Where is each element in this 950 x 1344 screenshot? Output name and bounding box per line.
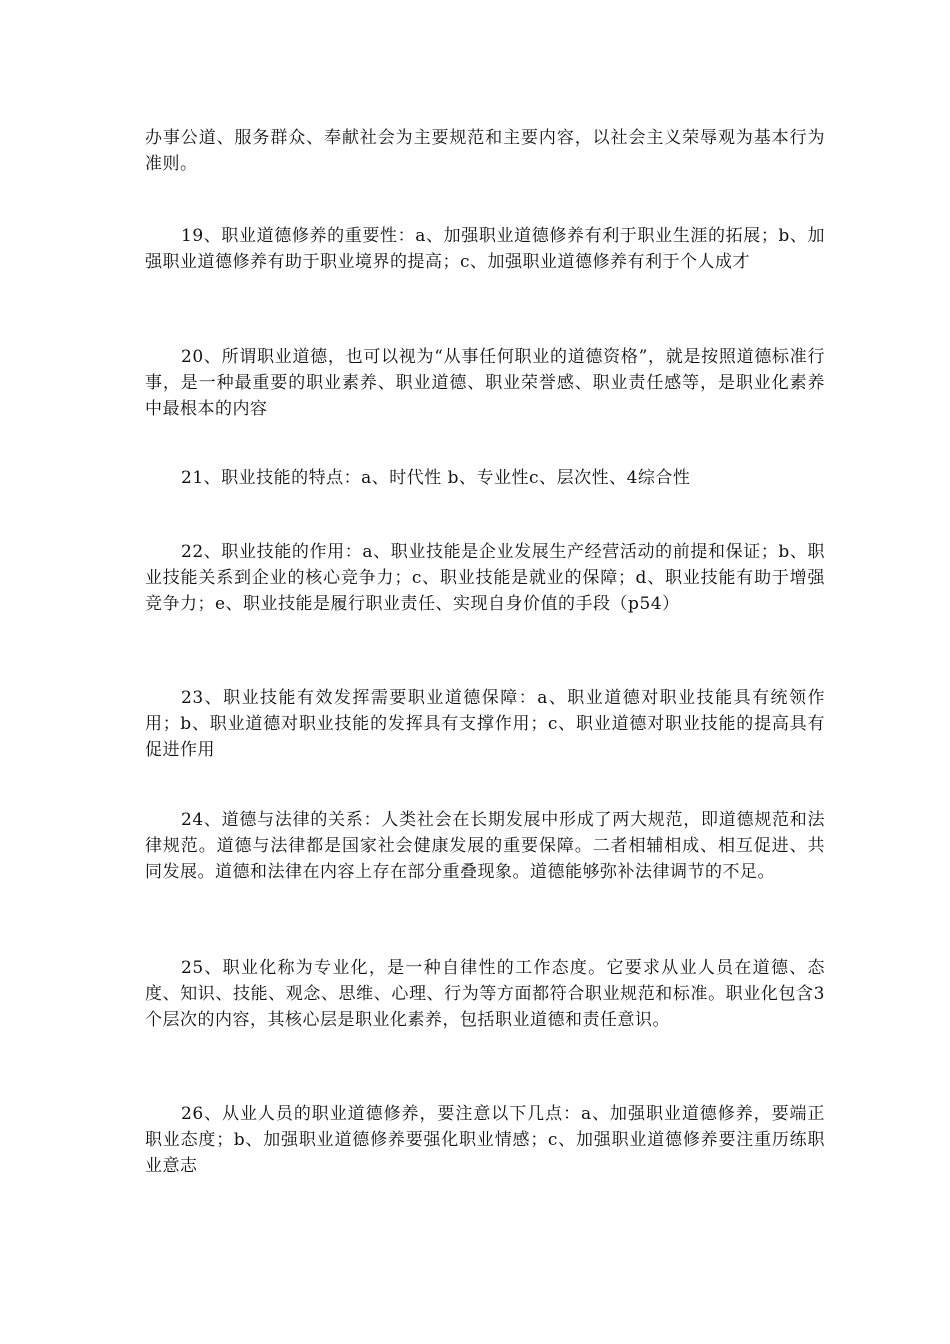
paragraph-item-22: 22、职业技能的作用：a、职业技能是企业发展生产经营活动的前提和保证；b、职业技能关系到企业的核心竞争力；c、职业技能是就业的保障；d、职业技能有助于增强竞争力；e、职业技能是履行职业责任、实现自身价值的手段（p54） [145,542,825,614]
paragraph-item-26: 26、从业人员的职业道德修养，要注意以下几点：a、加强职业道德修养，要端正职业态度；b、加强职业道德修养要强化职业情感；c、加强职业道德修养要注重历练职业意志 [145,1104,825,1176]
paragraph-item-21: 21、职业技能的特点：a、时代性 b、专业性c、层次性、4综合性 [181,468,691,488]
paragraph-continued-18: 办事公道、服务群众、奉献社会为主要规范和主要内容，以社会主义荣辱观为基本行为准则。 [145,128,825,174]
paragraph-item-25: 25、职业化称为专业化，是一种自律性的工作态度。它要求从业人员在道德、态度、知识、技能、观念、思维、心理、行为等方面都符合职业规范和标准。职业化包含3个层次的内容，其核心层是职业化素养，包括职业道德和责任意识。 [145,958,825,1030]
paragraph-item-24: 24、道德与法律的关系：人类社会在长期发展中形成了两大规范，即道德规范和法律规范。道德与法律都是国家社会健康发展的重要保障。二者相辅相成、相互促进、共同发展。道德和法律在内容上存在部分重叠现象。道德能够弥补法律调节的不足。 [145,810,825,882]
paragraph-item-19: 19、职业道德修养的重要性：a、加强职业道德修养有利于职业生涯的拓展；b、加强职业道德修养有助于职业境界的提高；c、加强职业道德修养有利于个人成才 [145,226,825,272]
paragraph-item-23: 23、职业技能有效发挥需要职业道德保障：a、职业道德对职业技能具有统领作用；b、职业道德对职业技能的发挥具有支撑作用；c、职业道德对职业技能的提高具有促进作用 [145,688,825,760]
paragraph-item-20: 20、所谓职业道德，也可以视为“从事任何职业的道德资格”，就是按照道德标准行事，是一种最重要的职业素养、职业道德、职业荣誉感、职业责任感等，是职业化素养中最根本的内容 [145,347,825,419]
